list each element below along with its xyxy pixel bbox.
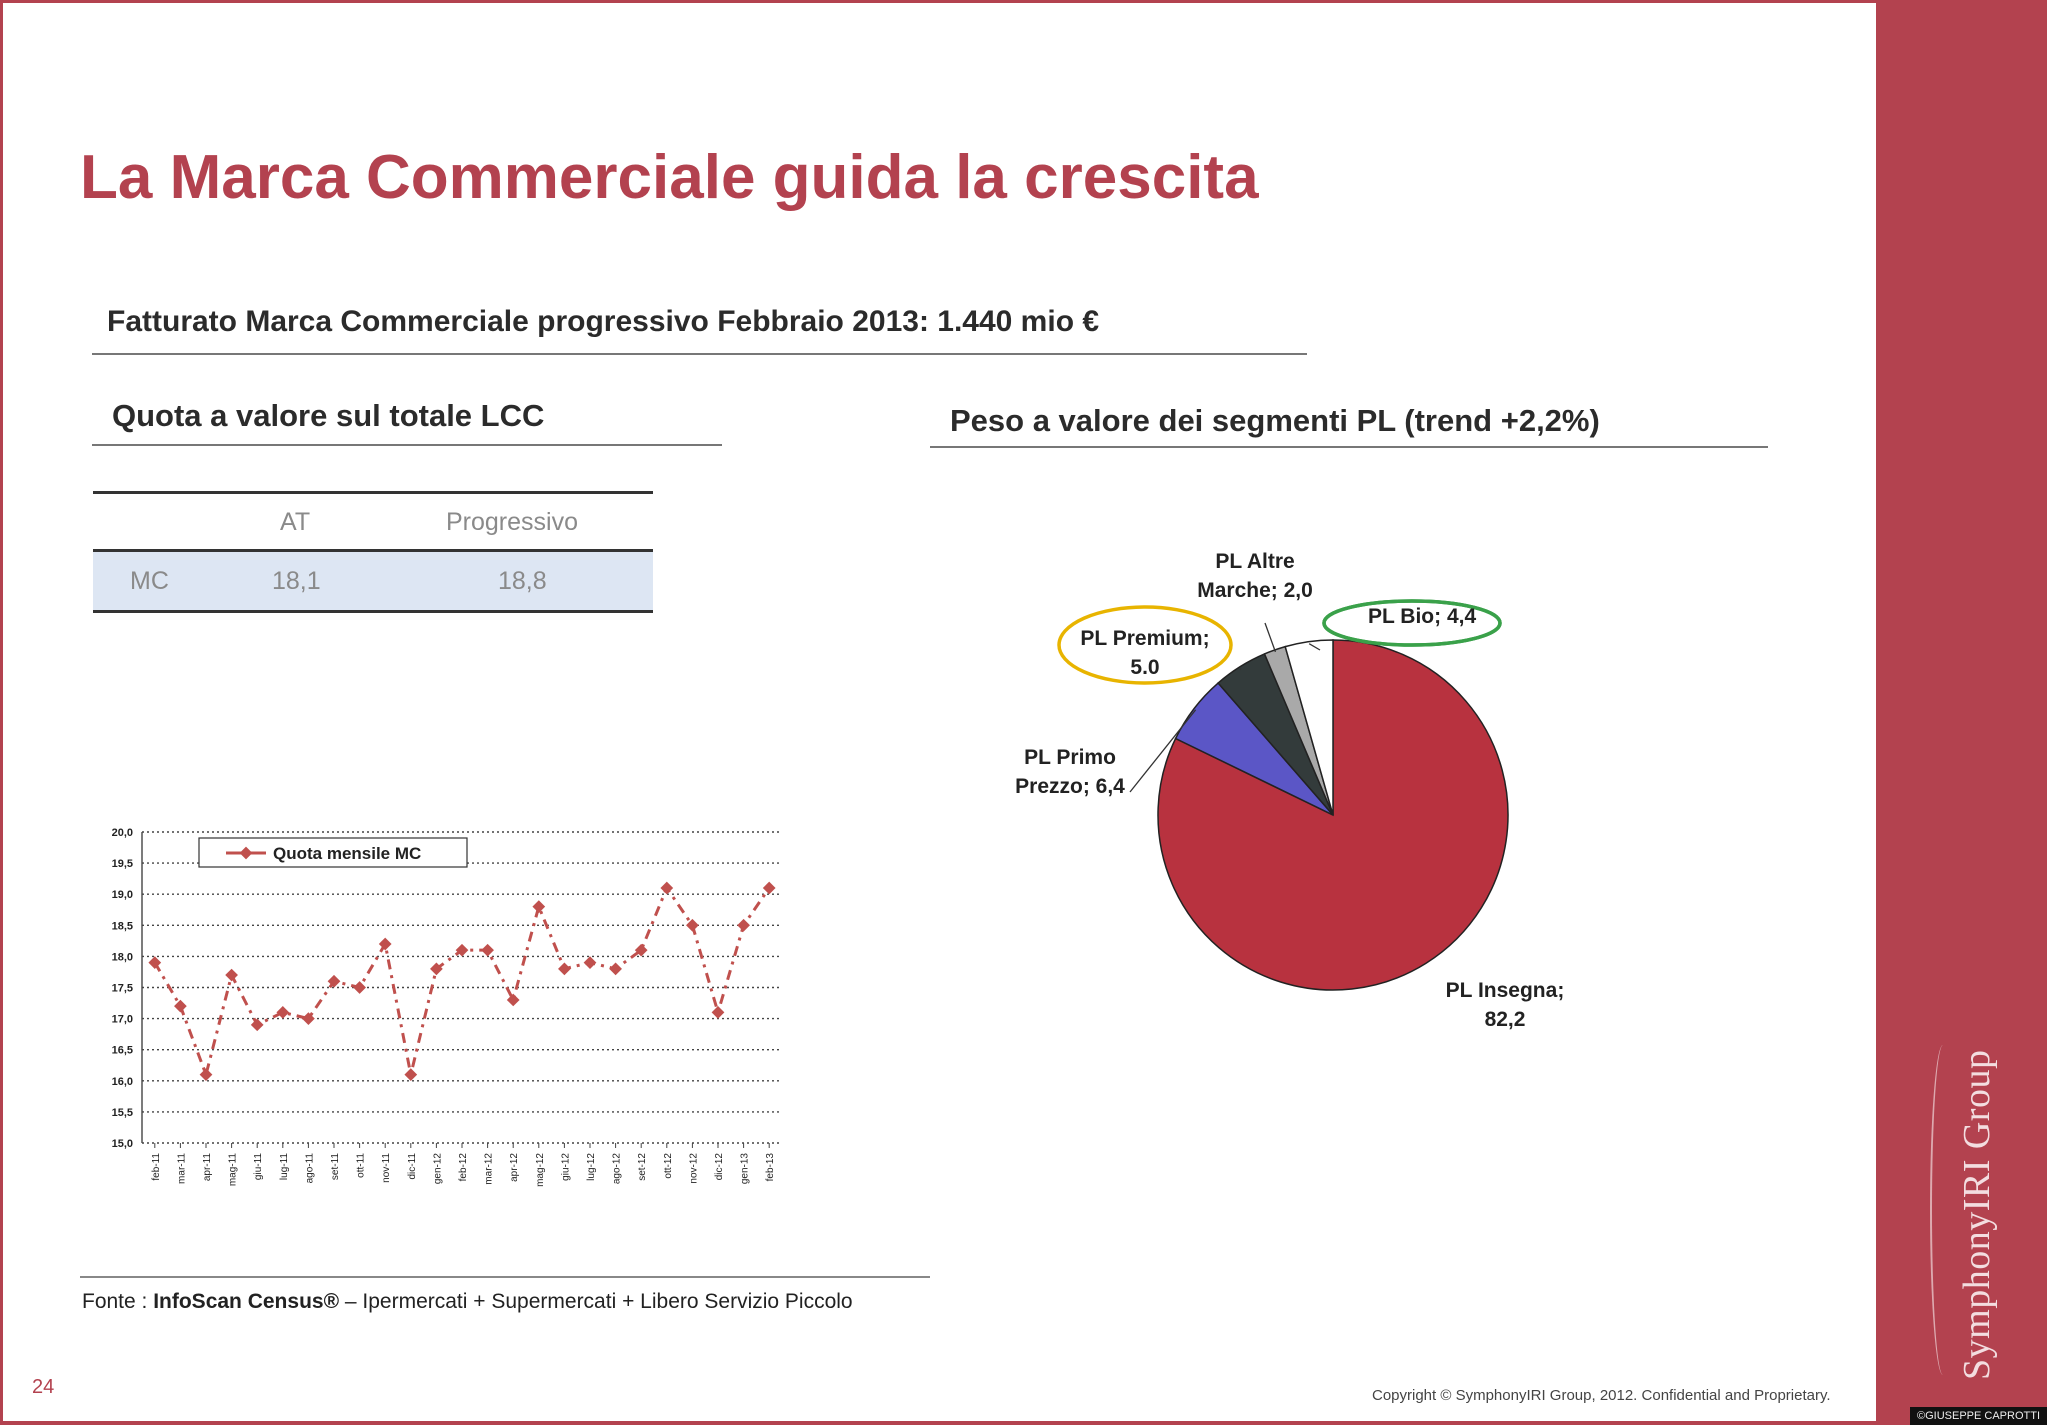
author-tag: ©GIUSEPPE CAPROTTI	[1910, 1407, 2047, 1425]
data-point	[737, 919, 750, 932]
x-tick-label: set-11	[330, 1153, 341, 1181]
x-tick-label: set-12	[637, 1153, 649, 1181]
y-tick-label: 19,0	[111, 889, 133, 902]
x-tick-label: mar-12	[483, 1153, 495, 1185]
page-title: La Marca Commerciale guida la crescita	[80, 143, 1259, 212]
x-tick-label: feb-11	[150, 1153, 162, 1181]
y-tick-label: 15,5	[111, 1106, 133, 1119]
data-point	[404, 1068, 417, 1081]
y-tick-label: 16,0	[111, 1075, 133, 1088]
data-point	[148, 956, 161, 969]
data-point	[686, 919, 699, 932]
table-row-label: MC	[130, 567, 169, 595]
x-tick-label: lug-11	[278, 1153, 290, 1181]
x-tick-label: giu-11	[253, 1153, 265, 1181]
subtitle-divider	[92, 353, 1307, 355]
table-cell-progressivo: 18,8	[498, 567, 547, 595]
x-tick-label: ott-12	[662, 1153, 674, 1179]
x-tick-label: gen-13	[739, 1153, 751, 1185]
x-tick-label: apr-12	[509, 1153, 521, 1182]
y-tick-label: 15,0	[111, 1138, 133, 1150]
source-prefix: Fonte :	[82, 1290, 154, 1313]
frame-bottom	[0, 1421, 1876, 1425]
source-detail: – Ipermercati + Supermercati + Libero Servizio Piccolo	[339, 1290, 853, 1313]
x-tick-label: ago-12	[611, 1153, 623, 1185]
data-point	[174, 1000, 187, 1013]
table-row	[93, 552, 653, 610]
table-header-at: AT	[280, 508, 311, 536]
data-point	[379, 938, 392, 951]
data-point	[532, 900, 545, 913]
pie-label: PL Premium;	[1080, 627, 1210, 650]
source-note	[82, 1290, 853, 1314]
data-point	[200, 1068, 213, 1081]
x-tick-label: nov-11	[381, 1153, 393, 1183]
legend-label: Quota mensile MC	[273, 844, 422, 863]
table-header-row	[93, 494, 653, 549]
y-tick-label: 20,0	[111, 827, 133, 839]
y-tick-label: 19,5	[111, 858, 133, 871]
x-tick-label: mar-11	[176, 1153, 188, 1184]
pie-label-value: Prezzo; 6,4	[1015, 775, 1125, 798]
table-bottom-rule	[93, 610, 653, 613]
data-point	[225, 969, 238, 982]
monthly-share-line-chart	[90, 820, 810, 1200]
brand-logo: SymphonyIRI Group	[1956, 1049, 1998, 1380]
x-tick-label: ago-11	[304, 1153, 316, 1184]
data-point	[609, 962, 622, 975]
data-point	[481, 944, 494, 957]
y-tick-label: 18,0	[111, 951, 133, 964]
x-tick-label: dic-11	[406, 1153, 418, 1180]
frame-top	[0, 0, 1876, 3]
data-point	[276, 1006, 289, 1019]
frame-left	[0, 0, 3, 1425]
x-tick-label: feb-13	[765, 1153, 777, 1182]
data-point	[712, 1006, 725, 1019]
source-divider	[80, 1276, 930, 1278]
x-tick-label: mag-11	[227, 1153, 239, 1187]
x-tick-label: apr-11	[202, 1153, 213, 1182]
series-line-quota-mensile	[155, 888, 769, 1075]
x-tick-label: dic-12	[714, 1153, 725, 1181]
quota-divider	[92, 444, 722, 446]
y-tick-label: 17,5	[111, 982, 133, 995]
pie-label-value: 5.0	[1130, 656, 1160, 679]
pie-label: PL Altre	[1215, 550, 1295, 573]
y-tick-label: 16,5	[111, 1044, 133, 1057]
data-point	[660, 882, 673, 895]
pie-label: PL Bio; 4,4	[1368, 605, 1477, 628]
pie-leader-line	[1265, 623, 1275, 652]
x-tick-label: giu-12	[560, 1153, 572, 1181]
table-header-progressivo: Progressivo	[446, 508, 578, 536]
y-tick-label: 18,5	[111, 920, 133, 933]
source-name: InfoScan Census®	[153, 1290, 340, 1313]
data-point	[353, 981, 366, 994]
data-point	[584, 956, 597, 969]
page-subtitle: Fatturato Marca Commerciale progressivo Febbraio 2013: 1.440 mio €	[107, 305, 1100, 338]
pie-label-value: Marche; 2,0	[1197, 579, 1313, 602]
page-number: 24	[32, 1376, 55, 1398]
quota-section-title: Quota a valore sul totale LCC	[112, 398, 545, 433]
x-tick-label: nov-12	[688, 1153, 700, 1184]
x-tick-label: feb-12	[458, 1153, 469, 1182]
pl-segments-pie-chart	[1000, 530, 1640, 1090]
data-point	[507, 994, 520, 1007]
data-point	[251, 1018, 264, 1031]
x-tick-label: gen-12	[432, 1153, 444, 1185]
x-tick-label: lug-12	[586, 1153, 597, 1181]
y-tick-label: 17,0	[111, 1013, 133, 1026]
brand-logo-arc	[1930, 1045, 1956, 1375]
x-tick-label: mag-12	[534, 1153, 546, 1187]
peso-divider	[930, 446, 1768, 448]
data-point	[763, 882, 776, 895]
pie-label: PL Insegna;	[1445, 979, 1565, 1002]
pie-label-value: 82,2	[1484, 1008, 1526, 1031]
table-cell-at: 18,1	[272, 567, 321, 595]
peso-section-title: Peso a valore dei segmenti PL (trend +2,2%)	[950, 403, 1600, 438]
data-point	[558, 962, 571, 975]
pie-label: PL Primo	[1024, 746, 1116, 769]
x-tick-label: ott-11	[355, 1153, 367, 1178]
copyright-note: Copyright © SymphonyIRI Group, 2012. Confidential and Proprietary.	[1372, 1387, 1831, 1404]
